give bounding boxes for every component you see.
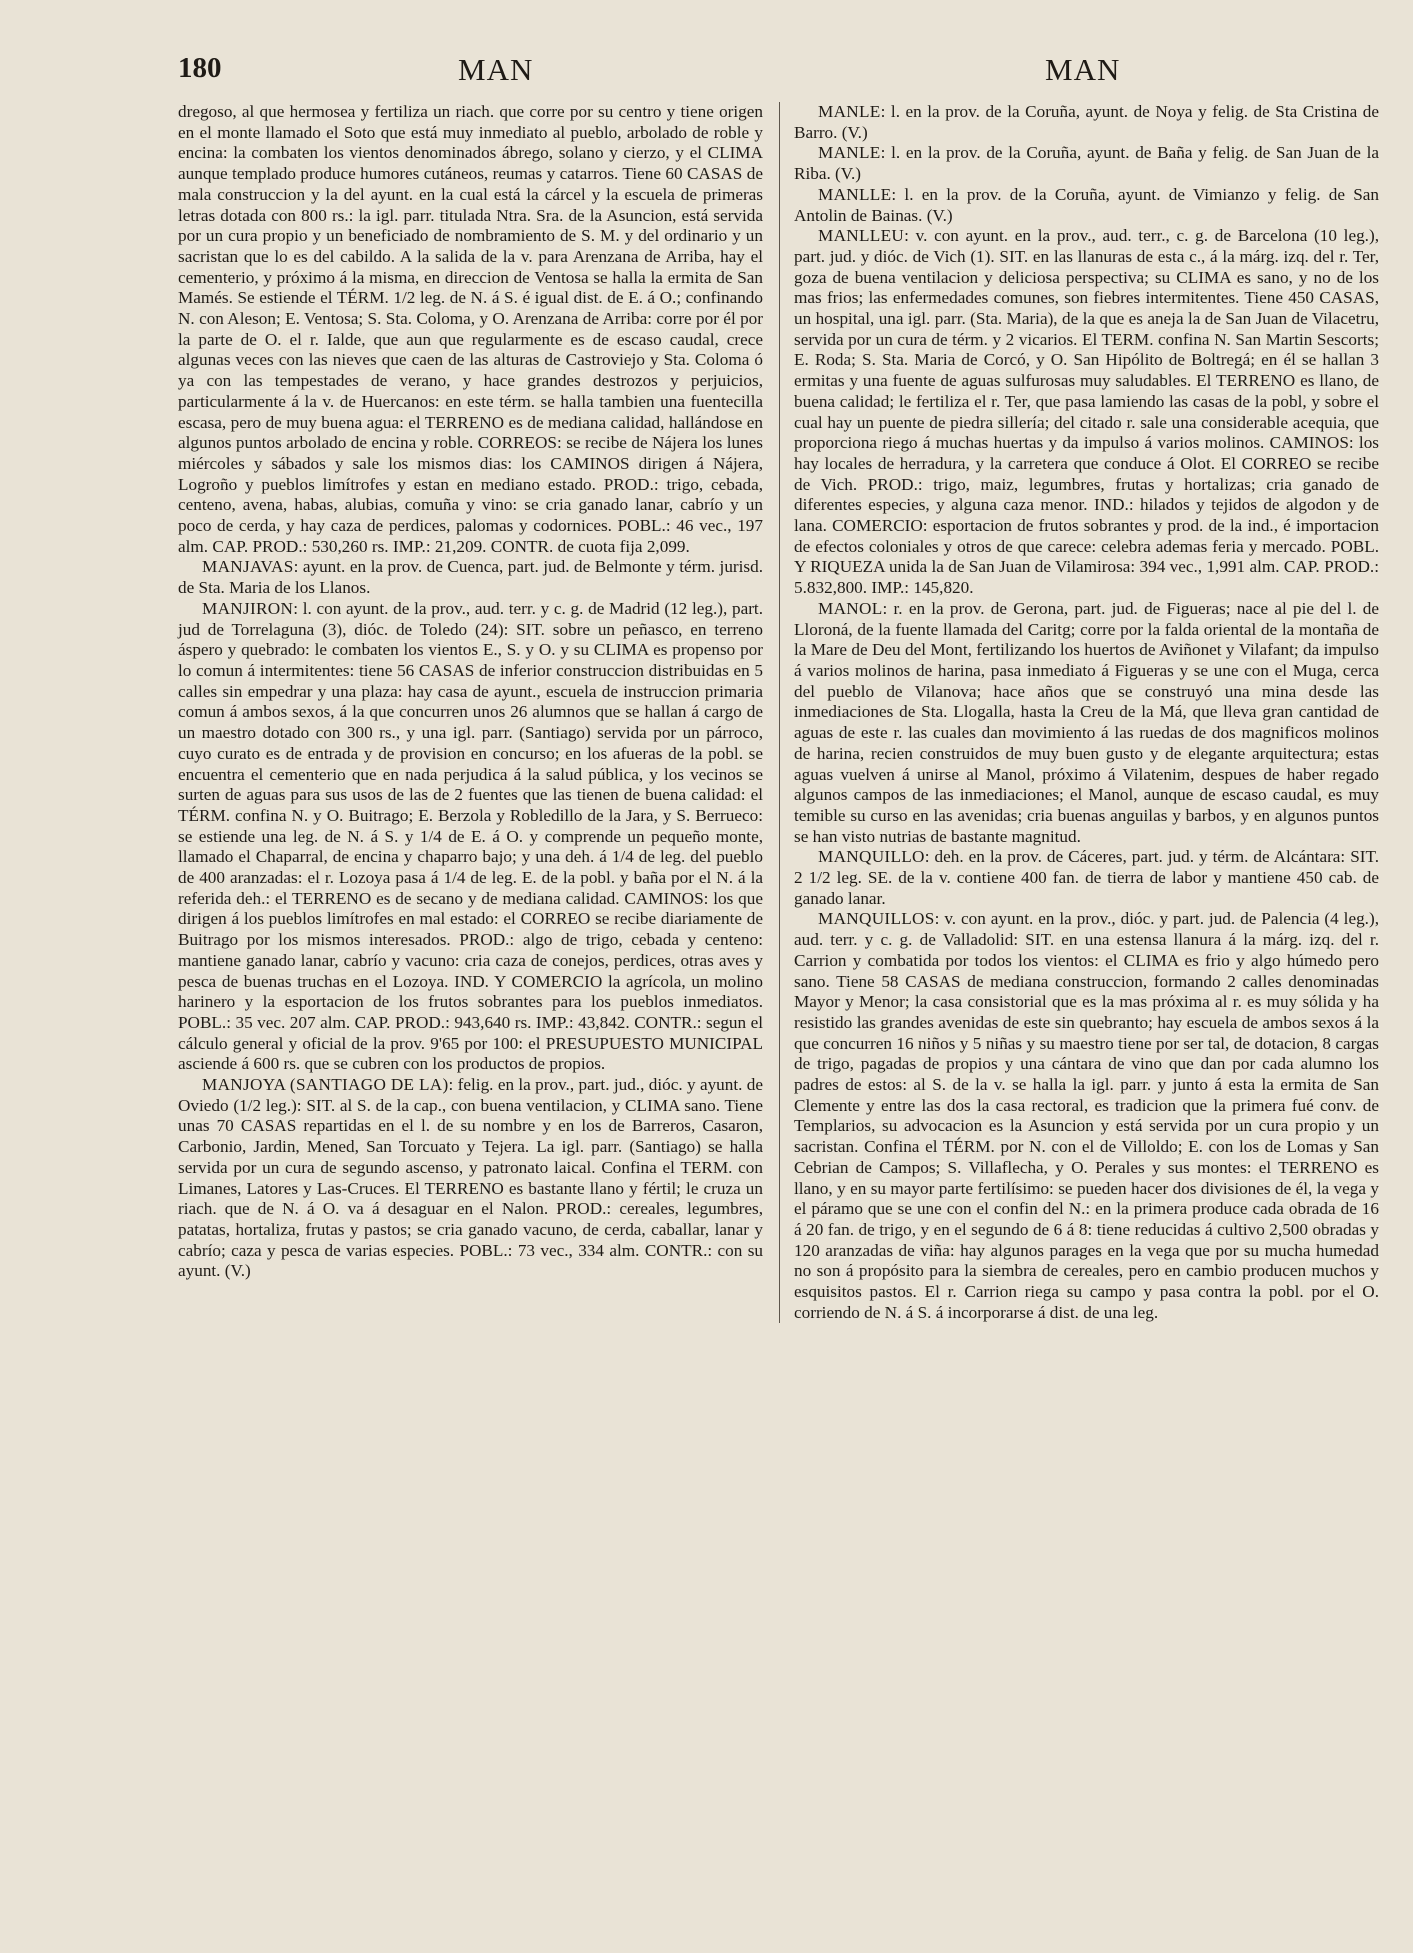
entry-manjoya bbox=[178, 1075, 763, 1282]
entry-headword: MANJOYA (SANTIAGO DE LA) bbox=[202, 1075, 449, 1095]
entry-text: : l. en la prov. de la Coruña, ayunt. de Vimianzo y felig. de San Antolin de Bainas. (V.) bbox=[794, 184, 1379, 225]
column-divider bbox=[779, 102, 780, 1323]
page-header bbox=[178, 52, 1379, 96]
entry-manlleu bbox=[794, 226, 1379, 599]
left-column bbox=[178, 102, 763, 1282]
entry-text: : l. en la prov. de la Coruña, ayunt. de Noya y felig. de Sta Cristina de Barro. (V.) bbox=[794, 102, 1379, 142]
entry-text: dregoso, al que hermosea y fertiliza un riach. que corre por su centro y tiene origen en el monte llamado el Soto que está muy inmediato al pueblo, arbolado de roble y encina: la combaten los vientos denominados ábrego, solano y cierzo, y el CLIMA aunque templado produce humores cutáneos, reumas y catarros. Tiene 60 CASAS de mala construccion y la del ayunt. en la cual está la cárcel y la escuela de primeras letras dotada con 800 rs.: la igl. parr. titulada Ntra. Sra. de la Asuncion, está servida por un cura propio y un beneficiado de nombramiento de S. M. y del ordinario y un sacristan que lo es del cabildo. A la salida de la v. para Arenzana de Arriba, hay el cementerio, y próximo á la misma, en direccion de Ventosa se halla la ermita de San Mamés. Se estiende el TÉRM. 1/2 leg. de N. á S. é igual dist. de E. á O.; confinando N. con Aleson; E. Ventosa; S. Sta. Coloma, y O. Arenzana de Arriba: corre por él por la parte de O. el r. Ialde, que aun que regularmente es de escaso caudal, crece algunas veces con las nieves que caen de las alturas de Castroviejo y Sta. Coloma ó ya con las tempestades de verano, y hace grandes destrozos y perjuicios, particularmente á la v. de Huercanos: en este térm. se halla tambien una fuentecilla escasa, pero de muy buena agua: el TERRENO es de mediana calidad, hallándose en algunos puntos arbolado de encina y roble. CORREOS: se recibe de Nájera los lunes miércoles y sábados y sale los mismos dias: los CAMINOS dirigen á Nájera, Logroño y pueblos limítrofes y estan en mediano estado. PROD.: trigo, cebada, centeno, avena, habas, alubias, comuña y vino: se cria ganado lanar, cabrío y un poco de cerda, y hay caza de perdices, palomas y codornices. POBL.: 46 vec., 197 alm. CAP. PROD.: 530,260 rs. IMP.: 21,209. CONTR. de cuota fija 2,099. bbox=[178, 102, 763, 556]
entry-headword: MANQUILLO bbox=[818, 847, 925, 867]
entry-manlle bbox=[794, 185, 1379, 226]
entry-headword: MANLLE bbox=[818, 184, 892, 204]
entry-manle-bana bbox=[794, 143, 1379, 184]
entry-headword: MANLE bbox=[818, 102, 881, 121]
entry-manjavas bbox=[178, 557, 763, 598]
entry-manol bbox=[794, 599, 1379, 847]
entry-headword: MANLE bbox=[818, 143, 881, 163]
entry-text: : l. en la prov. de la Coruña, ayunt. de Baña y felig. de San Juan de la Riba. (V.) bbox=[794, 143, 1379, 184]
entry-text: : deh. en la prov. de Cáceres, part. jud. y térm. de Alcántara: SIT. 2 1/2 leg. SE. de la v. contiene 400 fan. de tierra de labor y mantiene 450 cab. de ganado lanar. bbox=[794, 847, 1379, 908]
entry-manle-noya bbox=[794, 102, 1379, 143]
running-head-left: MAN bbox=[458, 52, 534, 87]
entry-headword: MANQUILLOS bbox=[818, 909, 935, 929]
entry-headword: MANJIRON bbox=[202, 598, 294, 618]
entry-continuation bbox=[178, 102, 763, 557]
right-column bbox=[794, 102, 1379, 1323]
entry-manjiron bbox=[178, 599, 763, 1075]
entry-text: : v. con ayunt. en la prov., dióc. y part. jud. de Palencia (4 leg.), aud. terr. y c. g. de Valladolid: SIT. en una estensa llanura á la márg. izq. del r. Carrion y combatida por todos los vientos: el CLIMA es frio y algo húmedo pero sano. Tiene 58 CASAS de mediana construccion, formando 2 calles denominadas Mayor y Menor; la casa consistorial que es la mas próxima al r. es muy sólida y ha resistido las grandes avenidas de este sin quebranto; hay escuela de ambos sexos á la que concurren 16 niños y 5 niñas y su maestro tiene por ser tal, de dotacion, 8 cargas de trigo, pagadas de propios y una cántara de vino que dan por cada alumno los padres de estos: al S. de la v. se halla la igl. parr. y junto á esta la ermita de San Clemente y entre las dos la casa rectoral, es tradicion que la primera fué conv. de Templarios, su advocacion es la Asuncion y está servida por un cura propio y un sacristan. Confina el TÉRM. por N. con el de Villoldo; E. con los de Lomas y San Cebrian de Campos; S. Villaflecha, y O. Perales y sus montes: el TERRENO es llano, y en su mayor parte fertilísimo: se pueden hacer dos divisiones de él, la vega y el páramo que se une con el confin del N.: en la primera produce cada obrada de 16 á 20 fan. de trigo, y en el segundo de 6 á 8: tiene reducidas á cultivo 2,500 obradas y 120 aranzadas de viña: hay algunos parages en la vega que por su mucha humedad no son á propósito para la siembra de cereales, pero en cambio producen muchos y esquisitos pastos. El r. Carrion riega su campo y pasa contra la pobl. por el O. corriendo de N. á S. á incorporarse á dist. de una leg. bbox=[794, 909, 1379, 1322]
entry-text: : ayunt. en la prov. de Cuenca, part. jud. de Belmonte y térm. jurisd. de Sta. Maria de los Llanos. bbox=[178, 557, 763, 598]
entry-text: : felig. en la prov., part. jud., dióc. y ayunt. de Oviedo (1/2 leg.): SIT. al S. de la cap., con buena ventilacion, y CLIMA sano. Tiene unas 70 CASAS repartidas en el l. de su nombre y en los de Barreros, Casaron, Carbonio, Jardin, Mened, San Torcuato y Tejera. La igl. parr. (Santiago) se halla servida por un cura de segundo ascenso, y patronato laical. Confina el TERM. con Limanes, Latores y Las-Cruces. El TERRENO es bastante llano y fértil; le cruza un riach. que de N. á O. va á desaguar en el Nalon. PROD.: cereales, legumbres, patatas, hortaliza, frutas y pastos; se cria ganado vacuno, de cerda, caballar, lanar y cabrío; caza y pesca de varias especies. POBL.: 73 vec., 334 alm. CONTR.: con su ayunt. (V.) bbox=[178, 1075, 763, 1281]
entry-headword: MANJAVAS bbox=[202, 557, 294, 577]
running-head-right: MAN bbox=[1045, 52, 1121, 87]
text-columns bbox=[178, 102, 1379, 1323]
entry-manquillos bbox=[794, 909, 1379, 1323]
entry-headword: MANOL bbox=[818, 598, 883, 618]
page-number: 180 bbox=[178, 52, 222, 84]
entry-text: : v. con ayunt. en la prov., aud. terr., c. g. de Barcelona (10 leg.), part. jud. y dióc. de Vich (1). SIT. en las llanuras de esta c., á la márg. izq. del r. Ter, goza de buena ventilacion y deliciosa perspectiva; su CLIMA es sano, y no de los mas frios; las enfermedades comunes, son fiebres intermitentes. Tiene 450 CASAS, un hospital, una igl. parr. (Sta. Maria), de la que es aneja la de San Juan de Vilacetru, servida por un cura de térm. y 2 vicarios. El TERM. confina N. San Martin Sescorts; E. Roda; S. Sta. Maria de Corcó, y O. San Hipólito de Boltregá; en él se hallan 3 ermitas y una fuente de aguas sulfurosas muy saludables. El TERRENO es llano, de buena calidad; le fertiliza el r. Ter, que pasa lamiendo las casas de la pobl, y sobre el cual hay un puente de piedra sillería; del citado r. sale una considerable acequia, que proporciona riego á muchas huertas y da impulso á varios molinos. CAMINOS: los hay locales de herradura, y la carretera que conduce á Olot. El CORREO se recibe de Vich. PROD.: trigo, maiz, legumbres, frutas y hortalizas; cria ganado de diferentes especies, y alguna caza menor. IND.: hilados y tejidos de algodon y de lana. COMERCIO: esportacion de frutos sobrantes y prod. de la ind., é importacion de efectos coloniales y otros de que carece: celebra ademas feria y mercado. POBL. Y RIQUEZA unida la de San Juan de Vilamirosa: 394 vec., 1,991 alm. CAP. PROD.: 5.832,800. IMP.: 145,820. bbox=[794, 226, 1379, 598]
entry-manquillo bbox=[794, 847, 1379, 909]
entry-text: : r. en la prov. de Gerona, part. jud. de Figueras; nace al pie del l. de Lloroná, de la fuente llamada del Caritg; corre por la falda oriental de la montaña de la Mare de Deu del Mont, fertilizando los huertos de Aviñonet y Vilafant; da impulso á varios molinos de harina, pasa inmediato á Figueras y se une con el Muga, cerca del pueblo de Vilanova; hace años que se construyó una mina desde las inmediaciones de Sta. Llogalla, hasta la Creu de la Má, que lleva gran cantidad de aguas de este r. las cuales dan movimiento á las ruedas de dos magnificos molinos de harina, recien construidos de muy buen gusto y de elegante arquitectura; estas aguas vuelven á unirse al Manol, próximo á Vilatenim, despues de haber regado algunos campos de las inmediaciones; el Manol, aunque de escaso caudal, es muy temible su curso en las avenidas; cria buenas anguilas y barbos, y en algunos puntos se han visto nutrias de bastante magnitud. bbox=[794, 598, 1379, 846]
entry-text: : l. con ayunt. de la prov., aud. terr. y c. g. de Madrid (12 leg.), part. jud de Torrelaguna (3), dióc. de Toledo (24): SIT. sobre un peñasco, en terreno áspero y quebrado: le combaten los vientos E., S. y O. y su CLIMA es propenso por lo comun á intermitentes: tiene 56 CASAS de inferior construccion distribuidas en 5 calles sin empedrar y una plaza: hay casa de ayunt., escuela de instruccion primaria comun á ambos sexos, á la que concurren unos 26 alumnos que se hallan á cargo de un maestro dotado con 300 rs., y una igl. parr. (Santiago) servida por un párroco, cuyo curato es de entrada y de provision en concurso; en los afueras de la pobl. se encuentra el cementerio que en nada perjudica á la salud pública, y los vecinos se surten de aguas para sus usos de las de 2 fuentes que las tienen de buena calidad: el TÉRM. confina N. y O. Buitrago; E. Berzola y Robledillo de la Jara, y S. Berrueco: se estiende una leg. de N. á S. y 1/4 de E. á O. y comprende un pequeño monte, llamado el Chaparral, de encina y chaparro bajo; y una deh. á 1/4 de leg. del pueblo de 400 aranzadas: el r. Lozoya pasa á 1/4 de leg. E. de la pobl. y baña por el N. á la referida deh.: el TERRENO es de secano y de mediana calidad. CAMINOS: los que dirigen á los pueblos limítrofes en mal estado: el CORREO se recibe diariamente de Buitrago por los mismos interesados. PROD.: algo de trigo, cebada y centeno: mantiene ganado lanar, cabrío y vacuno: cria caza de conejos, perdices, otras aves y pesca de buenas truchas en el Lozoya. IND. Y COMERCIO la agrícola, un molino harinero y la esportacion de los frutos sobrantes para los pueblos inmediatos. POBL.: 35 vec. 207 alm. CAP. PROD.: 943,640 rs. IMP.: 43,842. CONTR.: segun el cálculo general y oficial de la prov. 9'65 por 100: el PRESUPUESTO MUNICIPAL asciende á 600 rs. que se cubren con los productos de propios. bbox=[178, 598, 763, 1074]
entry-headword: MANLLEU bbox=[818, 226, 905, 246]
